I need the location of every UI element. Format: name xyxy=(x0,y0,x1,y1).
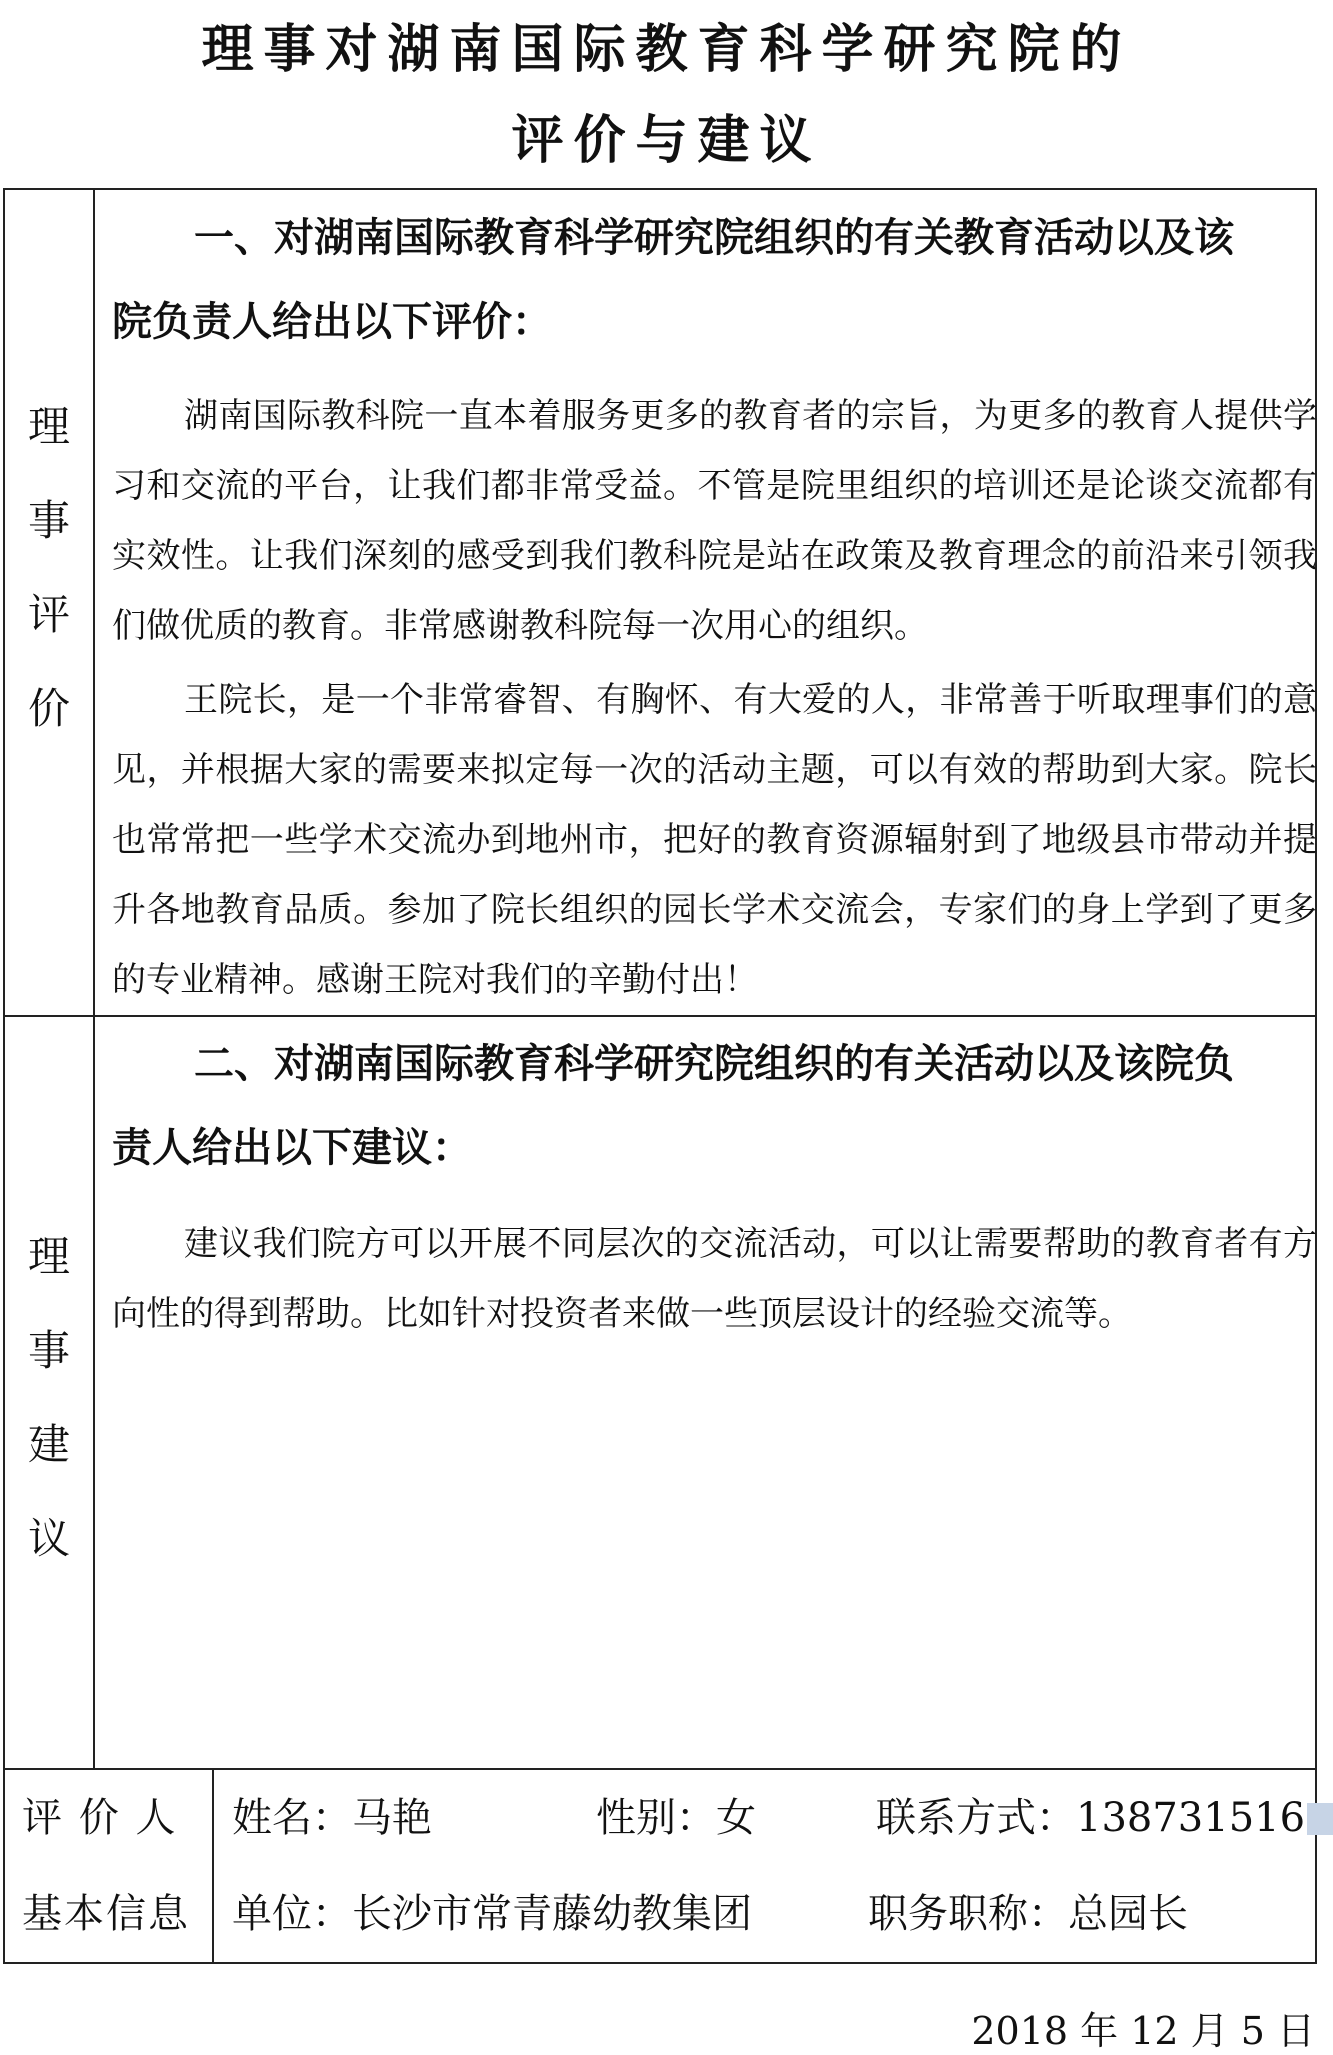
evaluation-side-label xyxy=(5,380,93,756)
side-char: 事 xyxy=(27,496,70,545)
evaluation-heading-line1: 一、对湖南国际教育科学研究院组织的有关教育活动以及该 xyxy=(194,215,1234,261)
suggestion-heading xyxy=(112,1022,1317,1190)
document-date: 2018 年 12 月 5 日 xyxy=(971,2009,1315,2053)
redaction-mark xyxy=(1307,1803,1333,1835)
column-divider xyxy=(93,188,95,1770)
side-char: 评 xyxy=(27,590,70,639)
suggestion-paragraph-1: 建议我们院方可以开展不同层次的交流活动，可以让需要帮助的教育者有方向性的得到帮助。比如针对投资者来做一些顶层设计的经验交流等。 xyxy=(112,1224,1317,1334)
side-char: 价 xyxy=(27,684,70,733)
info-label-line1: 评 价 人 xyxy=(22,1795,178,1841)
side-char: 事 xyxy=(27,1326,70,1375)
suggestion-heading-line2: 责人给出以下建议： xyxy=(112,1125,472,1171)
info-row-2 xyxy=(0,1866,1333,1962)
evaluator-unit: 单位：长沙市常青藤幼教集团 xyxy=(232,1891,752,1937)
info-row-1 xyxy=(0,1770,1333,1866)
side-char: 议 xyxy=(27,1514,70,1563)
evaluator-contact: 联系方式：138731516 xyxy=(876,1795,1306,1841)
side-char: 理 xyxy=(27,1232,70,1281)
evaluator-contact-wrap xyxy=(876,1770,1333,1866)
section-divider xyxy=(3,1015,1317,1017)
side-char: 理 xyxy=(27,402,70,451)
document-title-line2: 评价与建议 xyxy=(511,111,822,171)
evaluator-position: 职务职称：总园长 xyxy=(868,1891,1188,1937)
evaluation-heading xyxy=(112,196,1317,364)
evaluator-name: 姓名：马艳 xyxy=(232,1795,432,1841)
evaluation-heading-line2: 院负责人给出以下评价： xyxy=(112,299,552,345)
suggestion-heading-line1: 二、对湖南国际教育科学研究院组织的有关活动以及该院负 xyxy=(194,1041,1234,1087)
suggestion-side-label xyxy=(5,1210,93,1586)
side-char: 建 xyxy=(27,1420,70,1469)
evaluation-paragraph-1: 湖南国际教科院一直本着服务更多的教育者的宗旨，为更多的教育人提供学习和交流的平台，让我们都非常受益。不管是院里组织的培训还是论谈交流都有实效性。让我们深刻的感受到我们教科院是站在政策及教育理念的前沿来引领我们做优质的教育。非常感谢教科院每一次用心的组织。 xyxy=(112,396,1317,646)
info-label-line2: 基本信息 xyxy=(22,1891,190,1937)
evaluator-gender: 性别：女 xyxy=(596,1795,756,1841)
document-title-line1: 理事对湖南国际教育科学研究院的 xyxy=(201,20,1132,80)
evaluation-paragraph-2: 王院长，是一个非常睿智、有胸怀、有大爱的人，非常善于听取理事们的意见，并根据大家的需要来拟定每一次的活动主题，可以有效的帮助到大家。院长也常常把一些学术交流办到地州市，把好的教育资源辐射到了地级县市带动并提升各地教育品质。参加了院长组织的园长学术交流会，专家们的身上学到了更多的专业精神。感谢王院对我们的辛勤付出！ xyxy=(112,680,1317,1000)
